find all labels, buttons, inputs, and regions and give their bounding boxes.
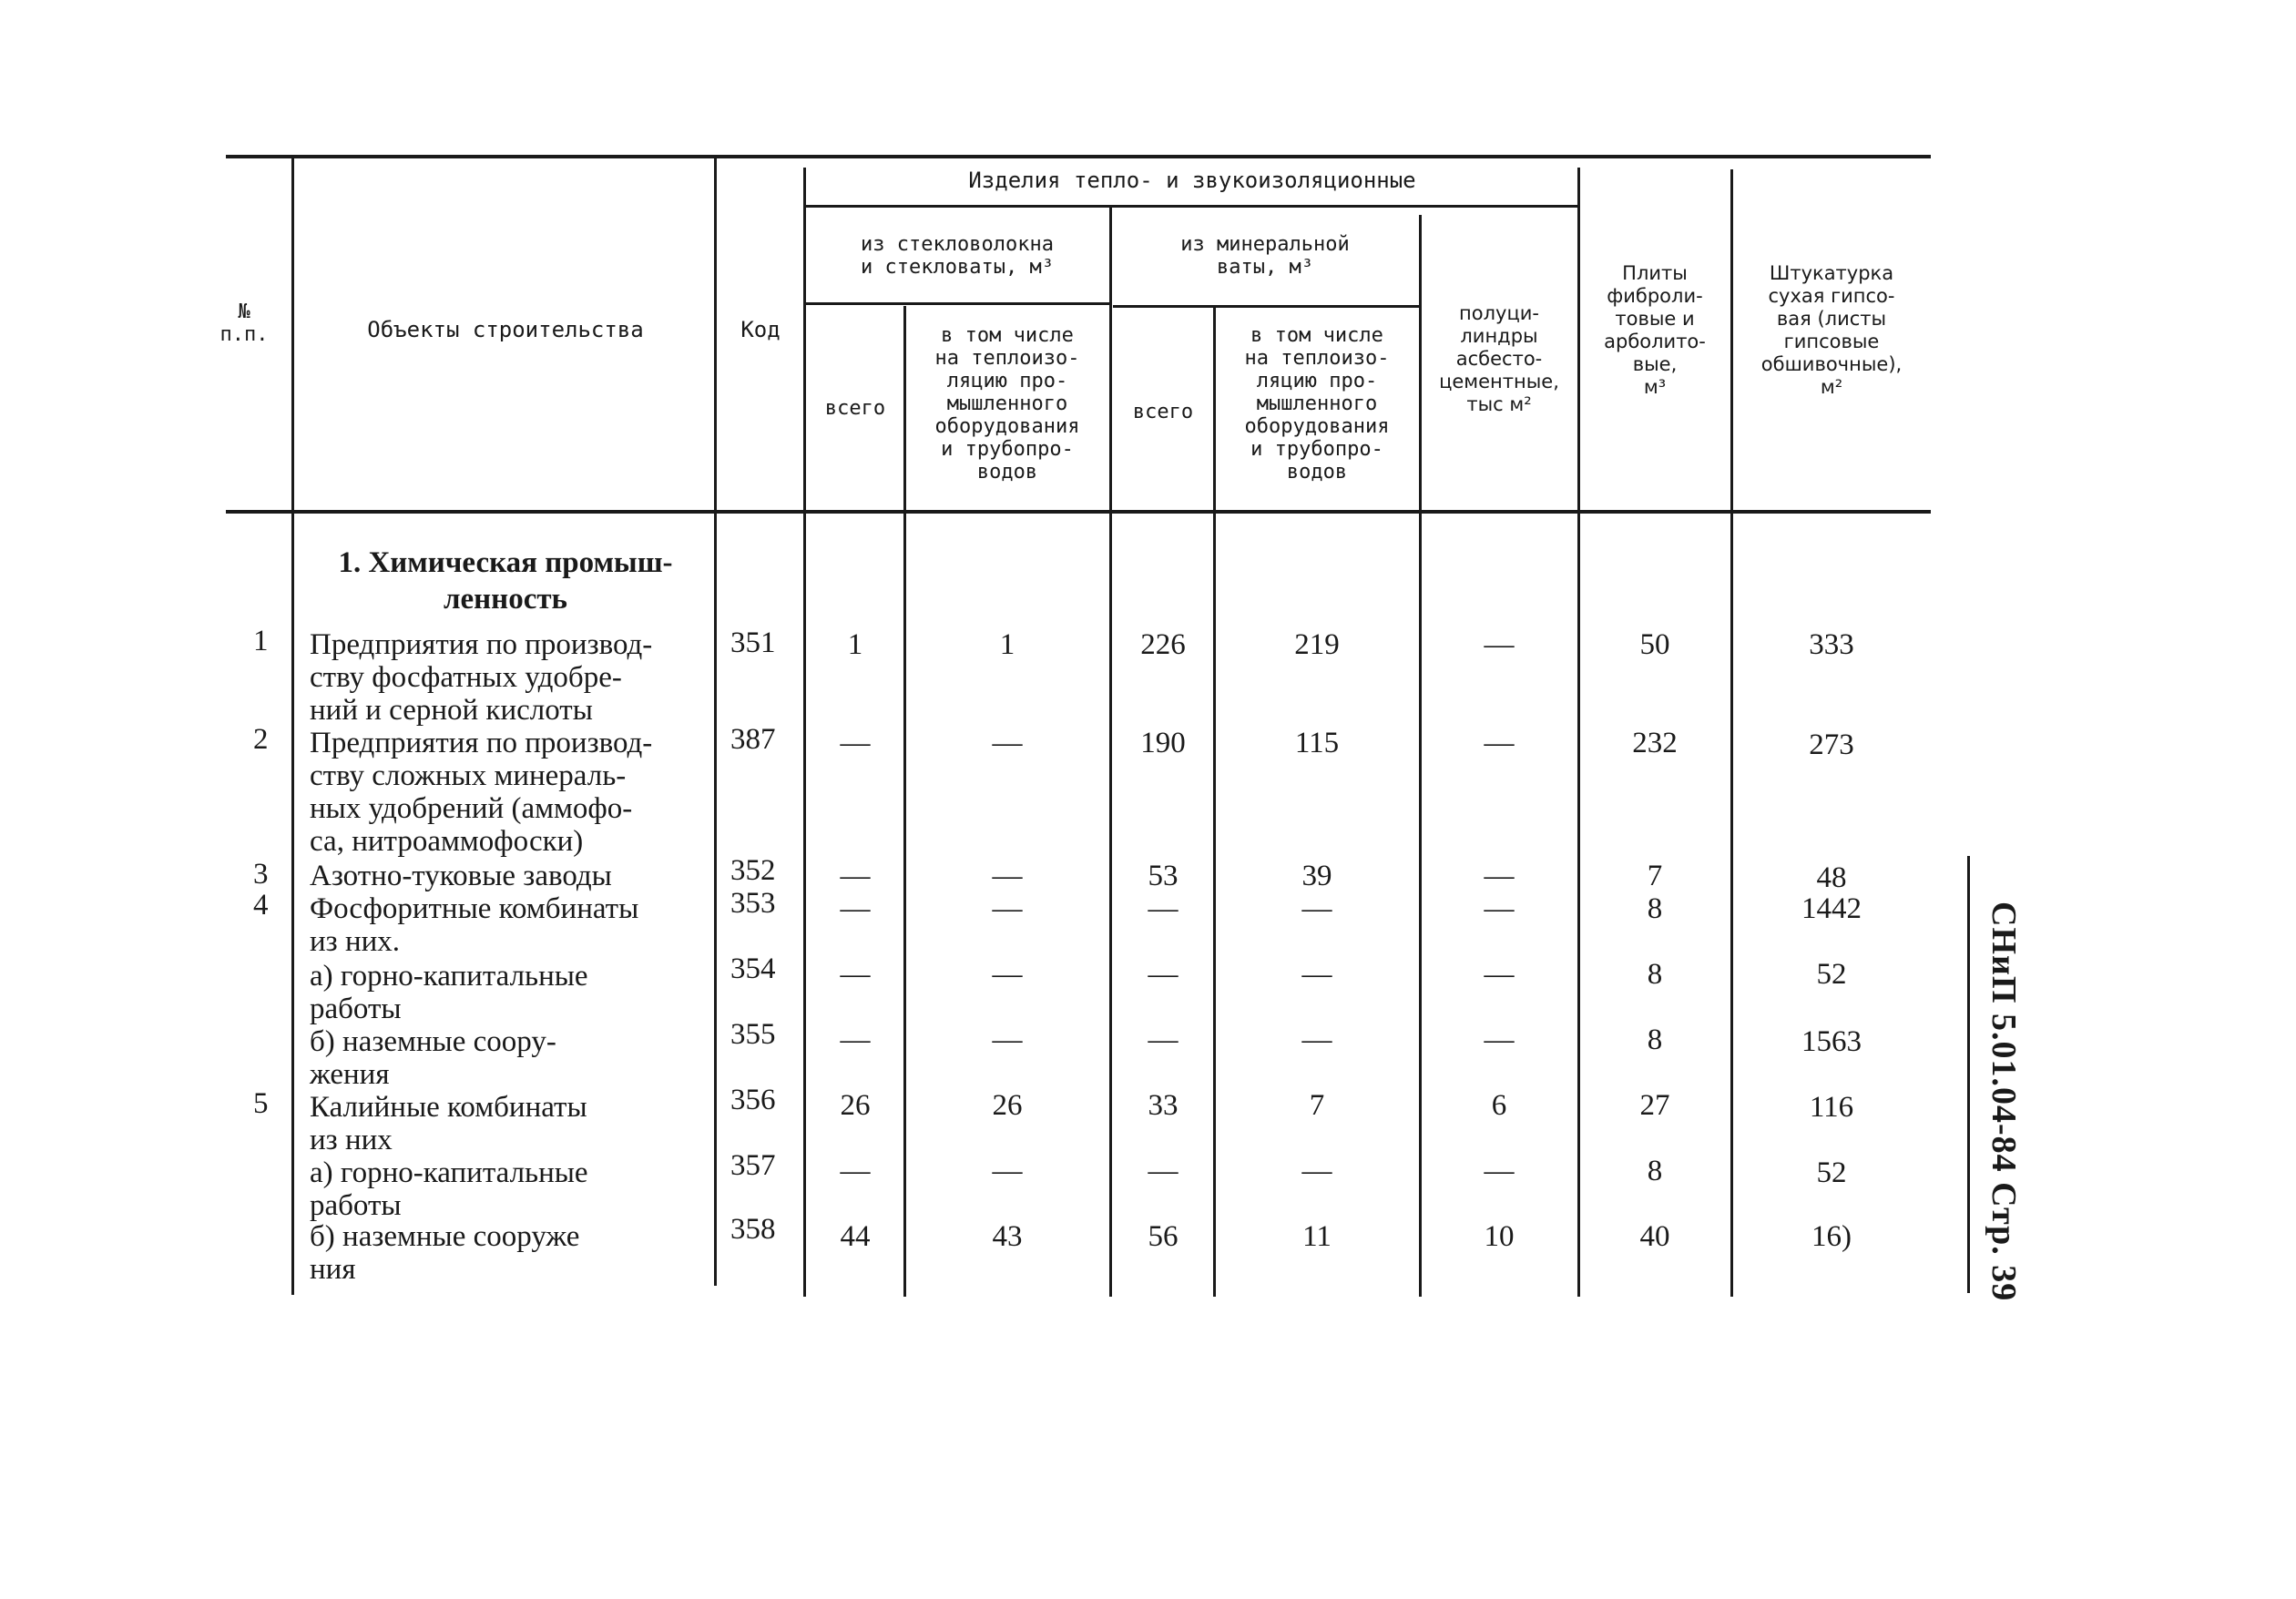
row-value: — bbox=[992, 1024, 1023, 1056]
row-value: — bbox=[1484, 958, 1515, 991]
row-value: — bbox=[840, 727, 871, 759]
side-page-label: СНиП 5.01.04-84 Стр. 39 bbox=[1985, 901, 2023, 1302]
header-incl-mineral: в том числе на теплоизо- ляцию про- мышленного оборудования и трубопро- водов bbox=[1244, 324, 1390, 484]
row-value: 53 bbox=[1148, 860, 1179, 892]
row-value: 1442 bbox=[1801, 892, 1862, 925]
row-value: — bbox=[992, 1155, 1023, 1187]
row-value: — bbox=[1484, 727, 1515, 759]
row-value: — bbox=[840, 860, 871, 892]
row-value: 50 bbox=[1639, 628, 1670, 661]
row-number: 5 bbox=[253, 1087, 269, 1120]
row-value: — bbox=[840, 892, 871, 925]
row-value: — bbox=[1148, 1155, 1179, 1187]
row-value: 1 bbox=[999, 628, 1015, 661]
row-value: 52 bbox=[1816, 1156, 1847, 1189]
row-value: — bbox=[1148, 892, 1179, 925]
vline-3 bbox=[803, 168, 806, 1297]
row-value: 219 bbox=[1294, 628, 1340, 661]
group-rule bbox=[805, 205, 1579, 208]
row-value: 16) bbox=[1811, 1220, 1852, 1253]
row-value: — bbox=[1484, 1155, 1515, 1187]
row-value: — bbox=[1148, 1024, 1179, 1056]
row-code: 355 bbox=[730, 1018, 776, 1051]
row-value: 115 bbox=[1294, 727, 1340, 759]
row-name: а) горно-капитальные работы bbox=[310, 960, 588, 1025]
header-num: № п.п. bbox=[219, 300, 269, 346]
header-incl-glass: в том числе на теплоизо- ляцию про- мышленного оборудования и трубопро- водов bbox=[934, 324, 1080, 484]
row-value: — bbox=[1301, 1155, 1332, 1187]
row-value: 333 bbox=[1809, 628, 1854, 661]
row-value: — bbox=[840, 1024, 871, 1056]
row-value: 27 bbox=[1639, 1089, 1670, 1122]
row-value: — bbox=[1301, 1024, 1332, 1056]
row-name: Калийные комбинаты из них bbox=[310, 1091, 587, 1156]
row-value: 56 bbox=[1148, 1220, 1179, 1253]
row-value: — bbox=[1148, 958, 1179, 991]
row-name: а) горно-капитальные работы bbox=[310, 1156, 588, 1222]
row-number: 3 bbox=[253, 858, 269, 891]
row-code: 387 bbox=[730, 723, 776, 756]
subgroup-rule-mineral bbox=[1113, 305, 1421, 308]
row-name: Фосфоритные комбинаты из них. bbox=[310, 892, 639, 958]
header-glass-wool: из стекловолокна и стекловаты, м³ bbox=[861, 233, 1054, 279]
vline-5 bbox=[1109, 208, 1112, 1297]
header-mineral-wool: из минеральной ваты, м³ bbox=[1180, 233, 1350, 279]
row-value: 232 bbox=[1632, 727, 1678, 759]
row-value: 10 bbox=[1484, 1220, 1515, 1253]
header-objects: Объекты строительства bbox=[367, 317, 644, 342]
row-value: — bbox=[992, 958, 1023, 991]
row-value: — bbox=[840, 1155, 871, 1187]
row-value: 8 bbox=[1647, 958, 1663, 991]
header-bottom-rule bbox=[226, 510, 1931, 514]
vline-1 bbox=[291, 157, 294, 1295]
row-value: — bbox=[1484, 1024, 1515, 1056]
row-value: 11 bbox=[1302, 1220, 1332, 1253]
row-value: 26 bbox=[992, 1089, 1023, 1122]
row-value: 1563 bbox=[1801, 1025, 1862, 1058]
row-value: 6 bbox=[1491, 1089, 1507, 1122]
row-code: 356 bbox=[730, 1084, 776, 1116]
row-code: 352 bbox=[730, 854, 776, 887]
row-value: 26 bbox=[840, 1089, 871, 1122]
top-rule bbox=[226, 155, 1931, 158]
row-number: 4 bbox=[253, 889, 269, 922]
row-code: 357 bbox=[730, 1149, 776, 1182]
row-value: 52 bbox=[1816, 958, 1847, 991]
row-value: 226 bbox=[1140, 628, 1186, 661]
row-value: 40 bbox=[1639, 1220, 1670, 1253]
row-name: Азотно-туковые заводы bbox=[310, 860, 612, 892]
row-name: Предприятия по производ- ству фосфатных удобре- ний и серной кислоты bbox=[310, 628, 653, 727]
row-value: 33 bbox=[1148, 1089, 1179, 1122]
header-total-mineral: всего bbox=[1132, 401, 1194, 423]
side-label-rule bbox=[1967, 856, 1970, 1293]
row-code: 358 bbox=[730, 1213, 776, 1246]
vline-2 bbox=[714, 157, 717, 1286]
row-value: 1 bbox=[847, 628, 863, 661]
row-number: 1 bbox=[253, 625, 269, 657]
row-value: 273 bbox=[1809, 728, 1854, 761]
row-number: 2 bbox=[253, 723, 269, 756]
row-value: 48 bbox=[1816, 861, 1847, 894]
row-name: Предприятия по производ- ству сложных минераль- ных удобрений (аммофо- са, нитроаммофоски) bbox=[310, 727, 653, 858]
row-value: — bbox=[1484, 628, 1515, 661]
row-value: 43 bbox=[992, 1220, 1023, 1253]
header-semicylinders: полуци- линдры асбесто- цементные, тыс м² bbox=[1439, 302, 1559, 415]
row-value: — bbox=[1301, 892, 1332, 925]
row-value: — bbox=[1301, 958, 1332, 991]
row-value: — bbox=[992, 727, 1023, 759]
header-code: Код bbox=[740, 317, 781, 342]
row-value: — bbox=[992, 892, 1023, 925]
row-value: 8 bbox=[1647, 1024, 1663, 1056]
row-name: б) наземные соору- жения bbox=[310, 1025, 556, 1091]
header-insulation-group: Изделия тепло- и звукоизоляционные bbox=[968, 168, 1416, 193]
row-value: 7 bbox=[1309, 1089, 1325, 1122]
header-fiberboard: Плиты фиброли- товые и арболито- вые, м³ bbox=[1604, 262, 1706, 398]
row-value: 8 bbox=[1647, 1155, 1663, 1187]
header-plaster: Штукатурка сухая гипсо- вая (листы гипсовые обшивочные), м² bbox=[1760, 262, 1903, 398]
row-value: — bbox=[1484, 860, 1515, 892]
subgroup-rule-glass bbox=[805, 302, 1111, 305]
row-value: 7 bbox=[1647, 860, 1663, 892]
row-value: 8 bbox=[1647, 892, 1663, 925]
row-value: — bbox=[840, 958, 871, 991]
row-value: 116 bbox=[1809, 1091, 1854, 1124]
row-value: — bbox=[992, 860, 1023, 892]
section-title: 1. Химическая промыш- ленность bbox=[338, 546, 673, 616]
row-value: 39 bbox=[1301, 860, 1332, 892]
header-total-glass: всего bbox=[824, 397, 886, 420]
row-code: 351 bbox=[730, 626, 776, 659]
row-value: 44 bbox=[840, 1220, 871, 1253]
row-value: 190 bbox=[1140, 727, 1186, 759]
row-code: 353 bbox=[730, 887, 776, 920]
row-name: б) наземные сооруже ния bbox=[310, 1220, 580, 1286]
row-value: — bbox=[1484, 892, 1515, 925]
row-code: 354 bbox=[730, 952, 776, 985]
